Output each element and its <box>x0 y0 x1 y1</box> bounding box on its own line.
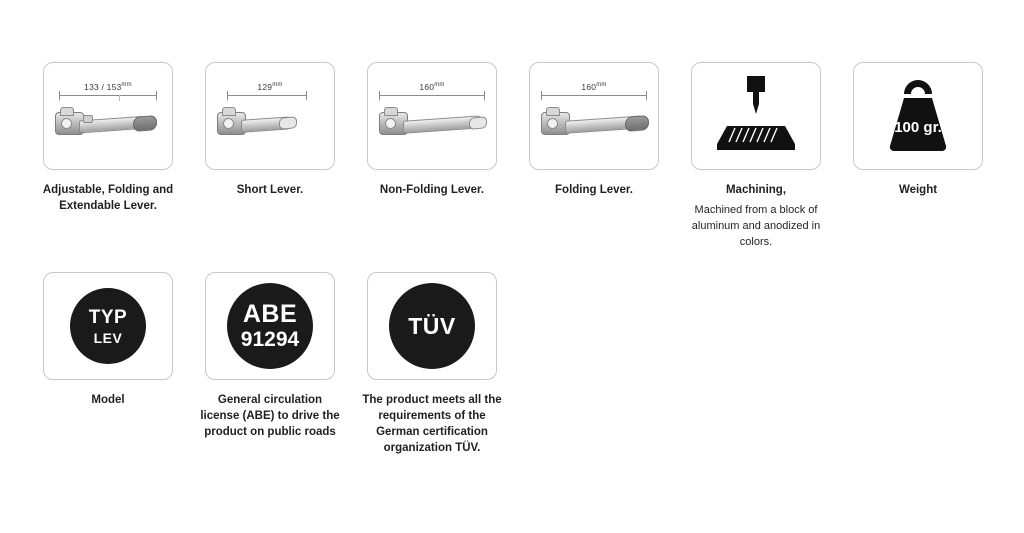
lever-adjustable-folding-icon <box>43 62 173 170</box>
feature-non-folding-lever <box>366 62 498 199</box>
feature-caption: Non-Folding Lever. <box>379 184 485 196</box>
dimension-line <box>541 95 647 96</box>
feature-caption: Adjustable, Folding and Extendable Lever. <box>42 184 174 212</box>
badge-line-2: LEV <box>93 329 123 346</box>
feature-caption: Short Lever. <box>236 184 304 196</box>
feature-row-primary <box>42 62 1014 251</box>
lever-tip <box>279 116 297 130</box>
abe-certification-badge-icon <box>205 272 335 380</box>
feature-model <box>42 272 174 409</box>
dimension-line <box>59 95 157 96</box>
lever-pivot <box>222 107 236 116</box>
feature-machining <box>690 62 822 251</box>
badge-line-1: TYP <box>88 306 128 328</box>
feature-short-lever <box>204 62 336 199</box>
weight-graphic <box>866 70 970 162</box>
lever-pivot <box>546 107 560 116</box>
weight-kettlebell-icon <box>853 62 983 170</box>
feature-tuv-certification <box>362 272 502 456</box>
typ-lev-badge <box>70 288 146 364</box>
lever-drawing <box>53 106 163 146</box>
model-typ-lev-badge-icon <box>43 272 173 380</box>
dimension-label: $129^{mm}$ <box>257 82 283 92</box>
feature-caption: Machining, <box>725 184 787 196</box>
dimension-label: $133 / 153^{mm}$ <box>84 82 132 92</box>
lever-adjuster-dial <box>83 115 93 123</box>
feature-caption: General circulation license (ABE) to drive the product on public roads <box>200 394 340 438</box>
lever-drawing <box>215 106 325 146</box>
cnc-machining-icon <box>691 62 821 170</box>
feature-abe-license <box>200 272 340 441</box>
feature-weight <box>852 62 984 199</box>
dimension-label: $160^{mm}$ <box>419 82 445 92</box>
feature-subcaption: Machined from a block of aluminum and anodized in colors. <box>691 203 821 248</box>
feature-caption: Model <box>91 394 125 406</box>
tuv-badge <box>389 283 475 369</box>
feature-row-certifications <box>42 272 528 456</box>
lever-drawing <box>539 106 649 146</box>
dimension-label: $160^{mm}$ <box>581 82 607 92</box>
lever-folding-icon <box>529 62 659 170</box>
dimension-line <box>227 95 307 96</box>
lever-pivot <box>60 107 74 116</box>
lever-tip <box>469 116 487 130</box>
badge-line-1: TÜV <box>408 312 456 339</box>
dimension-line <box>379 95 485 96</box>
weight-value-label: 100 gr. <box>894 119 942 136</box>
tuv-certification-badge-icon <box>367 272 497 380</box>
lever-non-folding-icon <box>367 62 497 170</box>
lever-folding-tip <box>133 115 157 132</box>
feature-caption: The product meets all the requirements of the German certification organization TÜV. <box>362 394 502 454</box>
lever-folding-tip <box>625 115 649 132</box>
badge-line-2: 91294 <box>240 328 300 351</box>
abe-badge <box>227 283 313 369</box>
lever-pivot <box>384 107 398 116</box>
feature-folding-lever <box>528 62 660 199</box>
feature-adjustable-folding-lever <box>42 62 174 215</box>
feature-caption: Folding Lever. <box>555 184 633 196</box>
badge-line-1: ABE <box>242 300 298 328</box>
dimension-tick <box>119 95 120 101</box>
cnc-mill-graphic <box>701 70 811 162</box>
feature-caption: Weight <box>898 184 938 196</box>
lever-drawing <box>377 106 487 146</box>
lever-short-icon <box>205 62 335 170</box>
